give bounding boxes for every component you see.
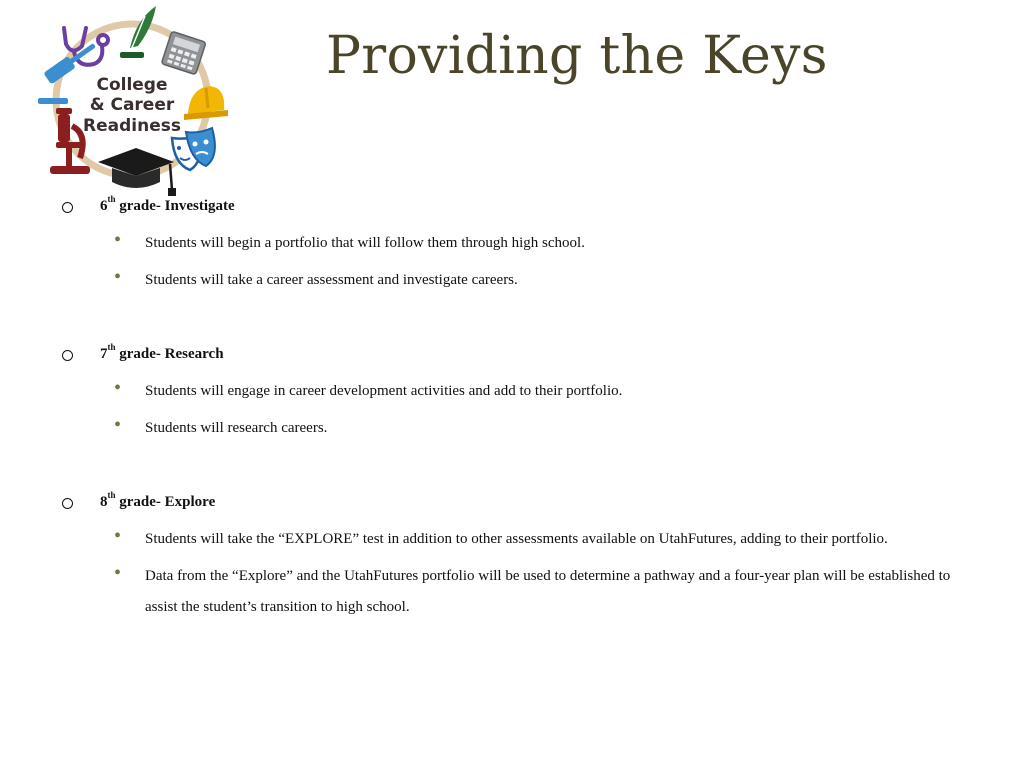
hollow-circle-bullet-icon (62, 498, 73, 509)
grade-ordinal-suffix: th (107, 342, 116, 352)
grade-heading (100, 194, 235, 215)
grade-heading-text: grade- Explore (115, 494, 216, 510)
bullet-list (0, 376, 1024, 444)
bullet-dot-icon: • (114, 377, 122, 399)
list-item-text: Students will engage in career development activities and add to their portfolio. (145, 383, 623, 399)
grade-number: 8 (100, 494, 108, 510)
college-career-readiness-logo (34, 2, 230, 198)
bullet-list (0, 228, 1024, 296)
slide-title: Providing the Keys (326, 26, 828, 86)
bullet-dot-icon: • (114, 562, 122, 584)
list-item-text: Students will research careers. (145, 420, 328, 436)
list-item (0, 561, 1024, 623)
hollow-circle-bullet-icon (62, 202, 73, 213)
logo-text-line-3: Readiness (83, 116, 181, 136)
logo-text-line-1: College (96, 75, 168, 95)
list-item-text: Students will take the “EXPLORE” test in addition to other assessments available on UtahFutures, adding to their portfolio. (145, 531, 888, 547)
list-item-text: Students will begin a portfolio that will follow them through high school. (145, 235, 585, 251)
list-item (0, 376, 1024, 407)
bullet-dot-icon: • (114, 414, 122, 436)
grade-heading (100, 490, 216, 511)
list-item (0, 265, 1024, 296)
logo-text-line-2: & Career (89, 95, 175, 115)
grade-heading-text: grade- Investigate (115, 198, 235, 214)
bullet-list (0, 524, 1024, 623)
hard-hat-icon (184, 86, 228, 120)
list-item-text: Students will take a career assessment and investigate careers. (145, 272, 518, 288)
hollow-circle-bullet-icon (62, 350, 73, 361)
grade-number: 7 (100, 346, 108, 362)
grade-heading (100, 342, 224, 363)
grade-heading-text: grade- Research (115, 346, 224, 362)
list-item (0, 524, 1024, 555)
grade-section-8 (0, 492, 1024, 623)
grade-number: 6 (100, 198, 108, 214)
bullet-dot-icon: • (114, 525, 122, 547)
list-item-text: Data from the “Explore” and the UtahFutures portfolio will be used to determine a pathway and a four-year plan will be established to assist the student’s transition to high school. (145, 568, 951, 615)
grade-section-6 (0, 196, 1024, 296)
grade-ordinal-suffix: th (107, 194, 116, 204)
quill-pen-icon (120, 6, 156, 58)
grade-section-7 (0, 344, 1024, 444)
grade-heading-row (0, 196, 1024, 222)
section-spacer (0, 296, 1024, 344)
section-spacer (0, 444, 1024, 492)
list-item (0, 413, 1024, 444)
grade-ordinal-suffix: th (107, 490, 116, 500)
bullet-dot-icon: • (114, 266, 122, 288)
slide-content (0, 196, 1024, 623)
list-item (0, 228, 1024, 259)
grade-heading-row (0, 344, 1024, 370)
bullet-dot-icon: • (114, 229, 122, 251)
grade-heading-row (0, 492, 1024, 518)
